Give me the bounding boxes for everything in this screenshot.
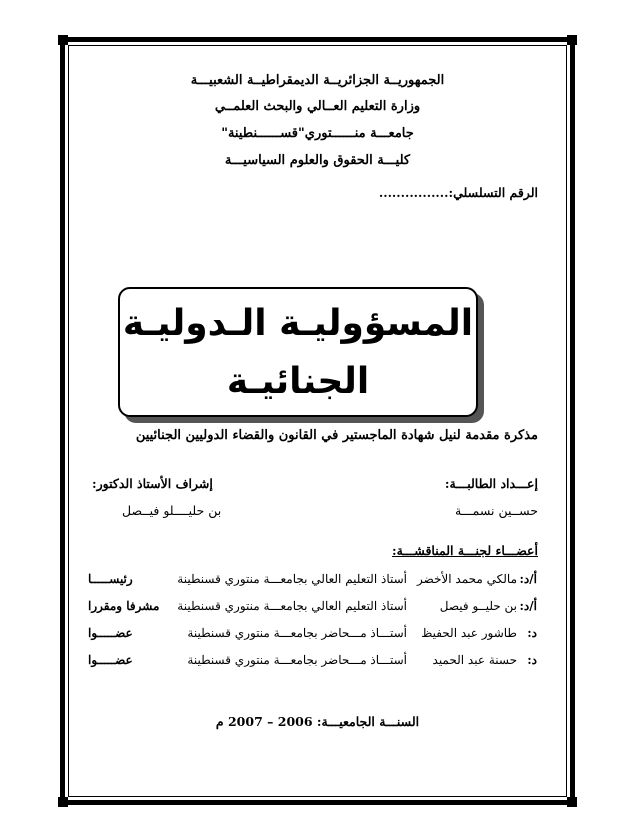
border-corner xyxy=(567,35,577,45)
member-rank: أستاذ التعليم العالي بجامعـــة منتوري قسنطينة xyxy=(177,599,407,613)
member-name: حسنة عبد الحميد xyxy=(432,653,517,667)
member-rank: أستـــاذ مـــحاضر بجامعـــة منتوري قسنطينة xyxy=(187,653,407,667)
border-corner xyxy=(567,797,577,807)
border-corner xyxy=(58,35,68,45)
supervisor-label: إشراف الأستاذ الدكتور: xyxy=(92,476,213,491)
title-line-1: المسؤوليـة الـدوليـة xyxy=(122,303,474,344)
member-title: د: xyxy=(527,626,537,640)
committee-title: أعضـــاء لجنـــة المناقشـــة: xyxy=(391,543,538,558)
member-name: مالكي محمد الأخضر xyxy=(416,572,517,586)
member-title: أ/د: xyxy=(519,572,537,586)
serial-label: الرقم التسلسلي: xyxy=(448,185,538,200)
student-name: حســين نسمـــة xyxy=(454,503,538,518)
memo-description: مذكرة مقدمة لنيل شهادة الماجستير في القانون والقضاء الدوليين الجنائيين xyxy=(135,428,538,443)
committee-row xyxy=(88,626,537,646)
supervisor-name: بن حليــــلو فيــصل xyxy=(122,503,222,518)
title-card xyxy=(118,287,478,417)
member-name: بن حليــو فيصل xyxy=(439,599,517,613)
serial-dots: ................ xyxy=(378,185,449,200)
title-box xyxy=(118,287,478,417)
member-role: مشرفا ومقررا xyxy=(88,599,160,613)
header-university: جامعـــة منــــــتوري"قســــــنطينة" xyxy=(221,126,414,141)
serial-number xyxy=(379,185,538,200)
border-corner xyxy=(58,797,68,807)
committee-row xyxy=(88,599,537,619)
header-republic: الجمهوريــة الجزائريــة الديمقراطيــة الشعبيـــة xyxy=(190,73,445,88)
committee-row xyxy=(88,572,537,592)
member-title: د: xyxy=(527,653,537,667)
title-line-2: الجنائيـة xyxy=(226,361,370,402)
member-role: عضـــــوا xyxy=(88,626,133,640)
member-title: أ/د: xyxy=(519,599,537,613)
header-faculty: كليـــة الحقوق والعلوم السياسيـــة xyxy=(224,153,411,168)
student-label: إعـــداد الطالبـــة: xyxy=(444,476,538,491)
member-role: رئيســـــا xyxy=(88,572,133,586)
member-name: طاشور عبد الحفيظ xyxy=(421,626,517,640)
header-ministry: وزارة التعليم العــالي والبحث العلمــي xyxy=(214,99,421,114)
academic-year: السنـــة الجامعيـــة: 2006 – 2007 م xyxy=(215,714,420,729)
member-rank: أستاذ التعليم العالي بجامعـــة منتوري قسنطينة xyxy=(177,572,407,586)
member-role: عضـــــوا xyxy=(88,653,133,667)
committee-row xyxy=(88,653,537,673)
member-rank: أستـــاذ مـــحاضر بجامعـــة منتوري قسنطينة xyxy=(187,626,407,640)
